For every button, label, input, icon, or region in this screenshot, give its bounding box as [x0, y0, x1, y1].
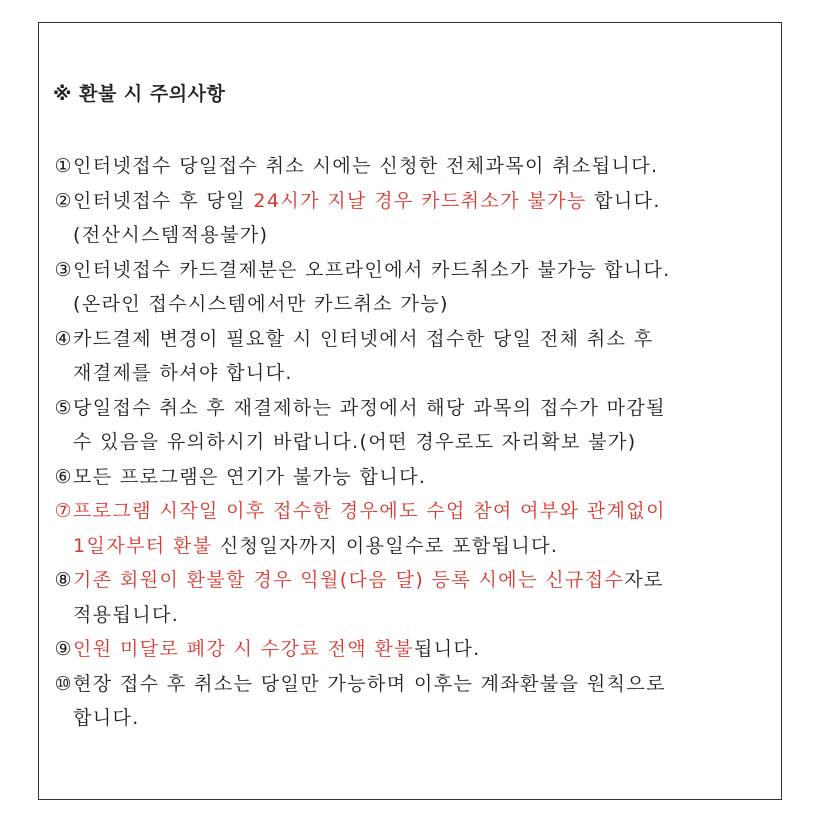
item-number: ⑥ [54, 465, 72, 488]
notice-item [53, 667, 777, 736]
text-segment: 됩니다. [413, 638, 481, 660]
item-text [73, 563, 777, 632]
item-number: ④ [54, 327, 72, 350]
refund-notice-box [38, 22, 782, 800]
item-text [73, 494, 777, 563]
item-text [73, 253, 777, 322]
highlighted-text: 인원 미달로 폐강 시 수강료 전액 환불 [73, 638, 414, 660]
notice-item [53, 563, 777, 632]
notice-item [53, 460, 777, 495]
notice-item [53, 494, 777, 563]
item-text [73, 391, 777, 460]
item-number: ⑦ [54, 500, 72, 522]
text-segment: 합니다. (전산시스템적용불가) [73, 189, 661, 246]
notice-item [53, 184, 777, 253]
notice-list [53, 149, 777, 736]
notice-item [53, 253, 777, 322]
item-text [73, 149, 777, 184]
text-segment: 당일접수 취소 후 재결제하는 과정에서 해당 과목의 접수가 마감될 수 있음을 유의하시기 바랍니다.(어떤 경우로도 자리확보 불가) [73, 396, 666, 453]
text-segment: 현장 접수 후 취소는 당일만 가능하며 이후는 계좌환불을 원칙으로 합니다. [73, 672, 666, 729]
notice-item [53, 632, 777, 667]
item-number: ① [54, 155, 72, 177]
notice-item [53, 322, 777, 391]
text-segment: 인터넷접수 후 당일 [73, 189, 254, 212]
notice-title: ※ 환불 시 주의사항 [53, 83, 226, 105]
text-segment: 신청일자까지 이용일수로 포함됩니다. [212, 534, 559, 557]
text-segment: 자로 적용됩니다. [73, 569, 664, 626]
notice-item [53, 391, 777, 460]
item-number: ⑧ [54, 569, 72, 591]
highlighted-text: 24시가 지날 경우 카드취소가 불가능 [253, 189, 587, 212]
notice-item [53, 149, 777, 184]
text-segment: 인터넷접수 카드결제분은 오프라인에서 카드취소가 불가능 합니다. (온라인 접수시스템에서만 카드취소 가능) [73, 258, 671, 315]
item-text [73, 184, 777, 253]
item-number: ⑩ [54, 672, 72, 695]
item-number: ⑤ [54, 396, 72, 419]
item-text [73, 667, 777, 736]
item-text [73, 322, 777, 391]
highlighted-text: 기존 회원이 환불할 경우 익월(다음 달) 등록 시에는 신규접수 [73, 569, 625, 591]
highlighted-text: 프로그램 시작일 이후 접수한 경우에도 수업 참여 여부와 관계없이 1일자부터 환불 [73, 500, 666, 557]
item-text [73, 632, 777, 667]
item-number: ② [54, 189, 72, 212]
item-number: ⑨ [54, 638, 72, 660]
text-segment: 인터넷접수 당일접수 취소 시에는 신청한 전체과목이 취소됩니다. [73, 155, 659, 177]
item-number: ③ [54, 258, 72, 281]
item-text [73, 460, 777, 495]
text-segment: 카드결제 변경이 필요할 시 인터넷에서 접수한 당일 전체 취소 후 재결제를 하셔야 합니다. [73, 327, 654, 384]
text-segment: 모든 프로그램은 연기가 불가능 합니다. [73, 465, 427, 488]
